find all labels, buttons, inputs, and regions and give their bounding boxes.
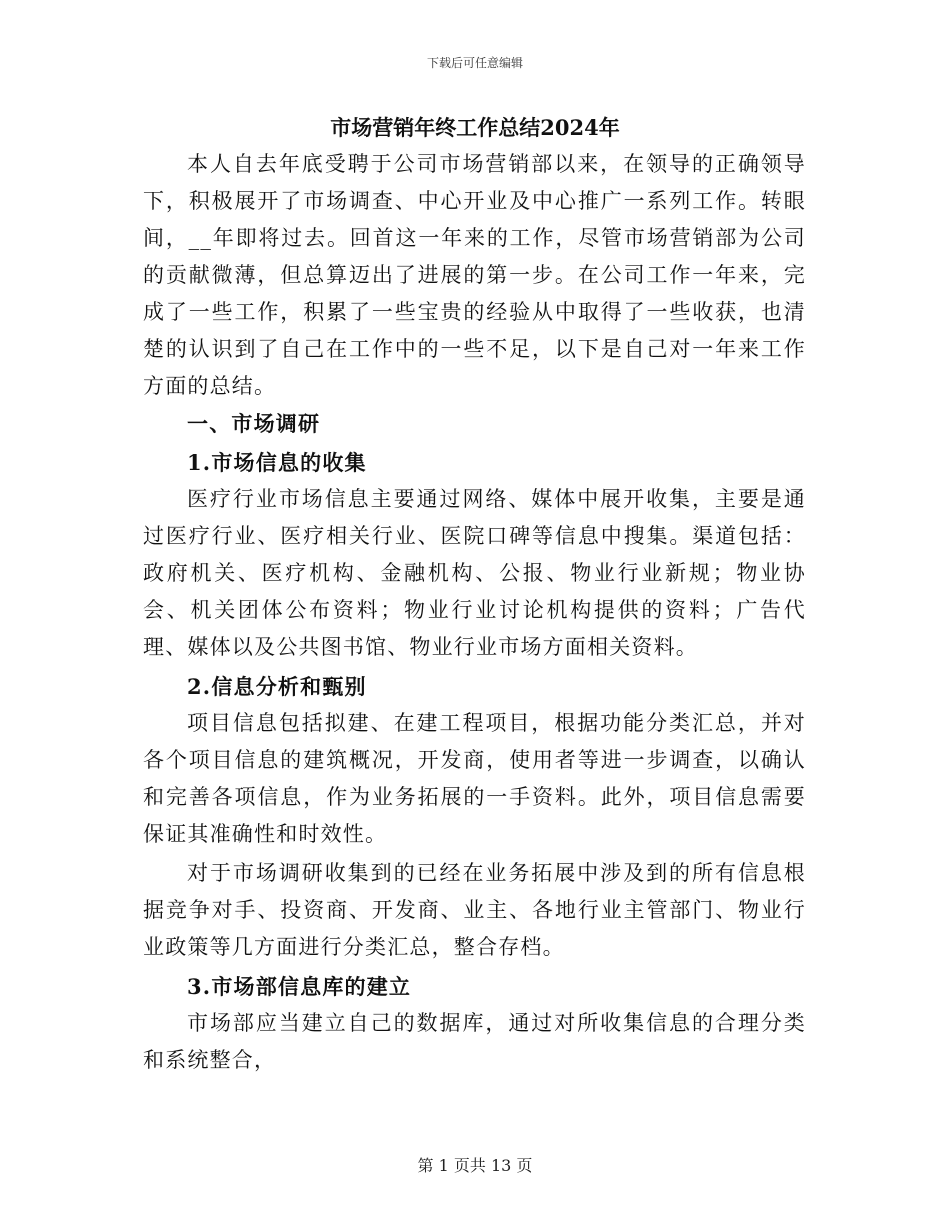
intro-paragraph: 本人自去年底受聘于公司市场营销部以来，在领导的正确领导下，积极展开了市场调查、中心开业及中心推广一系列工作。转眼间，__年即将过去。回首这一年来的工作，尽管市场营销部为公司的贡献微薄，但总算迈出了进展的第一步。在公司工作一年来，完成了一些工作，积累了一些宝贵的经验从中取得了一些收获，也清楚的认识到了自己在工作中的一些不足，以下是自己对一年来工作方面的总结。 — [143, 152, 806, 398]
subheading-info-database: 3.市场部信息库的建立 — [187, 974, 412, 999]
section-heading-market-research: 一、市场调研 — [187, 411, 321, 436]
paragraph-info-analysis-1: 项目信息包括拟建、在建工程项目，根据功能分类汇总，并对各个项目信息的建筑概况，开发商，使用者等进一步调查，以确认和完善各项信息，作为业务拓展的一手资料。此外，项目信息需要保证其准确性和时效性。 — [143, 711, 806, 846]
page-number: 第 1 页共 13 页 — [417, 1156, 533, 1175]
document-title: 市场营销年终工作总结2024年 — [330, 115, 620, 140]
subheading-info-collection: 1.市场信息的收集 — [187, 450, 367, 475]
paragraph-info-collection: 医疗行业市场信息主要通过网络、媒体中展开收集，主要是通过医疗行业、医疗相关行业、医院口碑等信息中搜集。渠道包括：政府机关、医疗机构、金融机构、公报、物业行业新规；物业协会、机关团体公布资料；物业行业讨论机构提供的资料；广告代理、媒体以及公共图书馆、物业行业市场方面相关资料。 — [143, 487, 806, 659]
subheading-info-analysis: 2.信息分析和甄别 — [187, 674, 367, 699]
document-body — [143, 146, 806, 1079]
header-note: 下载后可任意编辑 — [426, 56, 523, 70]
paragraph-info-analysis-2: 对于市场调研收集到的已经在业务拓展中涉及到的所有信息根据竞争对手、投资商、开发商、业主、各地行业主管部门、物业行业政策等几方面进行分类汇总，整合存档。 — [143, 861, 806, 959]
paragraph-info-database: 市场部应当建立自己的数据库，通过对所收集信息的合理分类和系统整合， — [143, 1011, 806, 1072]
